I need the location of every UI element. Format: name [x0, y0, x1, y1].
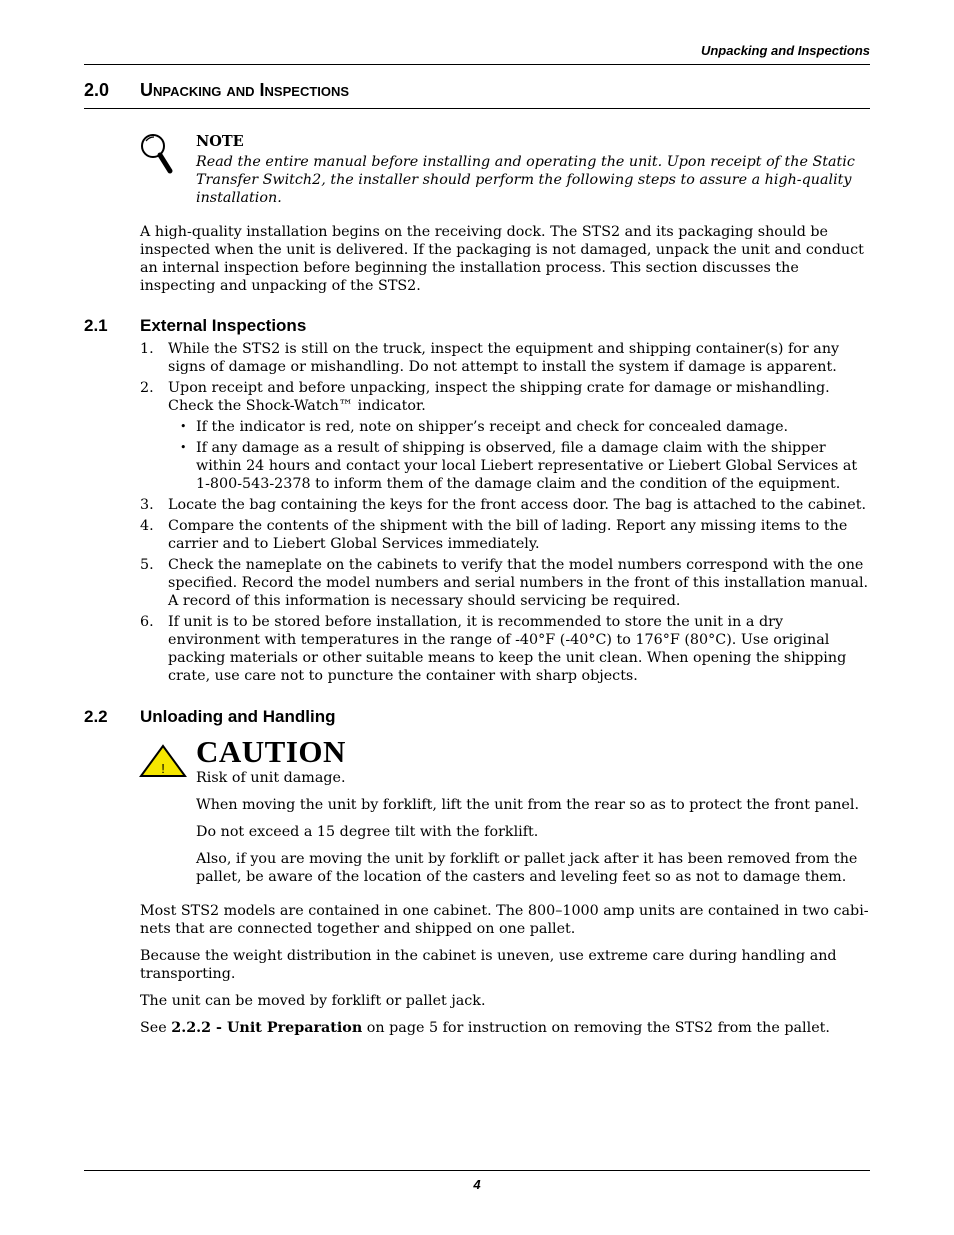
list-item: [140, 379, 872, 493]
section-rule: [84, 108, 870, 109]
list-item: [140, 496, 872, 514]
paragraph: Most STS2 models are contained in one cabinet. The 800–1000 amp units are contained in two cabi-nets that are connected together and shipped on one pallet.: [140, 903, 869, 937]
list-item: [140, 517, 872, 553]
step-number: 5.: [140, 557, 154, 573]
section-number: 2.0: [84, 80, 110, 100]
section-title: [84, 80, 349, 101]
unit-preparation-link[interactable]: 2.2.2 - Unit Preparation: [171, 1020, 363, 1036]
bullet-item: [168, 439, 872, 493]
list-item: [140, 613, 872, 685]
page-number: 4: [473, 1177, 481, 1192]
step-text: If unit is to be stored before installation, it is recommended to store the unit in a dry environment with temperatures in the range of -40°F (-40°C) to 176°F (80°C). Use original packing materials or other suitable means to keep the unit clean. When opening the shipping crate, use care not to puncture the container with sharp objects.: [168, 614, 847, 684]
subsection-title-external-inspections: [84, 316, 306, 336]
list-item: [140, 556, 872, 610]
subsection-title-text: Unloading and Handling: [140, 707, 336, 726]
bullet-text: If the indicator is red, note on shipper’s receipt and check for concealed damage.: [196, 419, 789, 435]
caution-line: Also, if you are moving the unit by forklift or pallet jack after it has been removed from the pallet, be aware of the location of the casters and leveling feet so as not to damage them.: [196, 851, 858, 885]
paragraph: Because the weight distribution in the cabinet is uneven, use extreme care during handling and transporting.: [140, 948, 837, 982]
unloading-paragraphs: [140, 902, 870, 1046]
running-header: Unpacking and Inspections: [700, 43, 870, 58]
caution-body: [196, 769, 866, 895]
bullet-icon: •: [180, 441, 187, 454]
section-title-text: Unpacking and Inspections: [140, 80, 350, 100]
see-prefix: See: [140, 1020, 172, 1036]
subsection-title-unloading-and-handling: [84, 707, 335, 727]
note-text: Read the entire manual before installing and operating the unit. Upon receipt of the Static Transfer Switch2, the installer should perform the following steps to assure a high-quality installation.: [196, 154, 855, 206]
step-number: 2.: [140, 380, 154, 396]
caution-title: CAUTION: [196, 734, 346, 769]
step-number: 6.: [140, 614, 154, 630]
subsection-title-text: External Inspections: [140, 316, 307, 335]
step-text: Upon receipt and before unpacking, inspect the shipping crate for damage or mishandling. Check the Shock-Watch™ indicator.: [168, 380, 830, 414]
caution-line: Risk of unit damage.: [196, 770, 346, 786]
step-text: Check the nameplate on the cabinets to verify that the model numbers correspond with the one specified. Record the model numbers and serial numbers in the front of this installation manual. A record of this information is necessary should servicing be required.: [168, 557, 869, 609]
step-text: Locate the bag containing the keys for the front access door. The bag is attached to the cabinet.: [168, 497, 867, 513]
bullet-item: [168, 418, 872, 436]
caution-line: When moving the unit by forklift, lift the unit from the rear so as to protect the front panel.: [196, 797, 860, 813]
bullet-icon: •: [180, 420, 187, 433]
subsection-number: 2.2: [84, 707, 108, 726]
step-number: 1.: [140, 341, 154, 357]
header-rule: [84, 64, 870, 65]
step-text: While the STS2 is still on the truck, inspect the equipment and shipping container(s) for any signs of damage or mishandling. Do not attempt to install the system if damage is apparent.: [168, 341, 840, 375]
step-text: Compare the contents of the shipment with the bill of lading. Report any missing items to the carrier and to Liebert Global Services immediately.: [168, 518, 848, 552]
bullet-text: If any damage as a result of shipping is observed, file a damage claim with the shipper within 24 hours and contact your local Liebert representative or Liebert Global Services at 1-800-543-2378 to inform them of the damage claim and the condition of the equipment.: [196, 440, 858, 492]
magnifier-icon: [139, 133, 175, 177]
paragraph: The unit can be moved by forklift or pallet jack.: [140, 993, 486, 1009]
note-heading: NOTE: [196, 133, 244, 150]
caution-line: Do not exceed a 15 degree tilt with the forklift.: [196, 824, 539, 840]
step-number: 3.: [140, 497, 154, 513]
footer-rule: [84, 1170, 870, 1171]
inspection-steps-list: [140, 340, 872, 688]
warning-triangle-icon: [139, 744, 187, 778]
see-reference: [140, 1019, 870, 1037]
list-item: [140, 340, 872, 376]
subsection-number: 2.1: [84, 316, 108, 335]
svg-text:!: !: [161, 761, 165, 776]
see-suffix: on page 5 for instruction on removing the STS2 from the pallet.: [362, 1020, 830, 1036]
step-number: 4.: [140, 518, 154, 534]
intro-paragraph: A high-quality installation begins on the receiving dock. The STS2 and its packaging should be inspected when the unit is delivered. If the packaging is not damaged, unpack the unit and conduct an internal inspection before beginning the installation process. This section discusses the inspecting and unpacking of the STS2.: [140, 224, 864, 294]
